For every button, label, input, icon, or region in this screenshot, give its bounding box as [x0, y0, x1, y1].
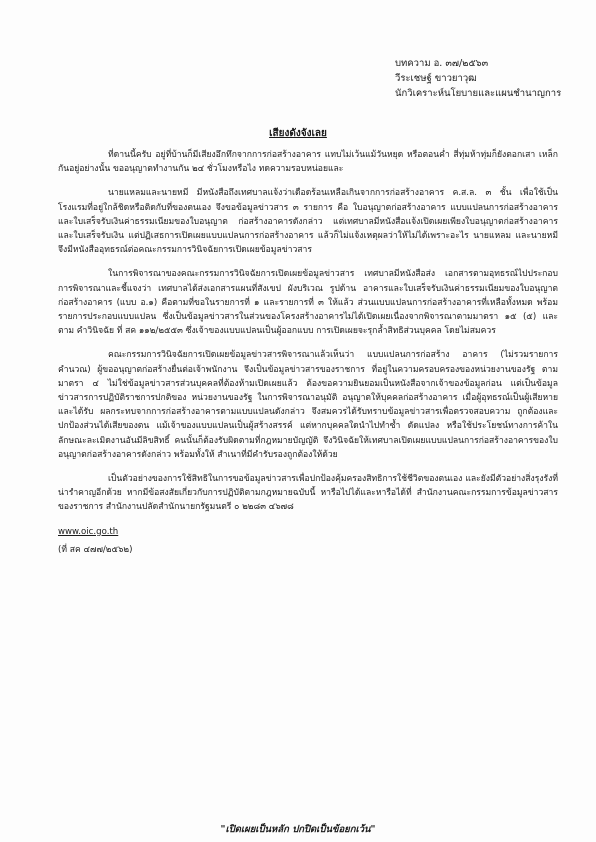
paragraph-2: นายแหลมและนายหมี มีหนังสือถึงเทศบาลแจ้งว่าเดือดร้อนเหลือเกินจากการก่อสร้างอาคาร ค.ส.ล. ๓ ชั้น เพื่อใช้เป็นโรงแรมที่อยู่ใกล้ชิดหรือติดกับที่ของตนเอง จึงขอข้อมูลข่าวสาร ๓ รายการ คือ ใบอนุญาตก่อสร้างอาคาร แบบแปลนการก่อสร้างอาคารและใบเสร็จรับเงินค่าธรรมเนียมของใบอนุญาต ก่อสร้างอาคารดังกล่าว แต่เทศบาลมีหนังสือแจ้งเปิดเผยเพียงใบอนุญาตก่อสร้างอาคาร และใบเสร็จรับเงิน แต่ปฏิเสธการเปิดเผยแบบแปลนการก่อสร้างอาคาร แล้วก็ไม่แจ้งเหตุผลว่าให้ไม่ได้เพราะอะไร นายแหลม และนายหมีจึงมีหนังสืออุทธรณ์ต่อคณะกรรมการวินิจฉัยการเปิดเผยข้อมูลข่าวสาร — [58, 188, 558, 256]
paragraph-3: ในการพิจารณาของคณะกรรมการวินิจฉัยการเปิดเผยข้อมูลข่าวสาร เทศบาลมีหนังสือส่ง เอกสารตามอุทธรณ์ไปประกอบการพิจารณาและชี้แจงว่า เทศบาลได้ส่งเอกสารแผนที่สังเขป ผังบริเวณ รูปด้าน อาคารและใบเสร็จรับเงินค่าธรรมเนียมของใบอนุญาตก่อสร้างอาคาร (แบบ อ.๑) คือตามที่ขอในรายการที่ ๑ และรายการที่ ๓ ให้แล้ว ส่วนแบบแปลนการก่อสร้างอาคารที่เหลือทั้งหมด พร้อมรายการประกอบแบบแปลน ซึ่งเป็นข้อมูลข่าวสารในส่วนของโครงสร้างอาคารไม่ได้เปิดเผยเนื่องจากพิจารณาตามมาตรา ๑๕ (๕) และตาม คำวินิจฉัย ที่ สค ๑๑๒/๒๕๕๓ ซึ่งเจ้าของแบบแปลนเป็นผู้ออกแบบ การเปิดเผยจะรุกล้ำสิทธิส่วนบุคคล โดยไม่สมควร — [58, 269, 558, 337]
author-position: นักวิเคราะห์นโยบายและแผนชำนาญการ — [395, 88, 562, 99]
paragraph-4: คณะกรรมการวินิจฉัยการเปิดเผยข้อมูลข่าวสารพิจารณาแล้วเห็นว่า แบบแปลนการก่อสร้าง อาคาร (ไม่รวมรายการคำนวณ) ผู้ขออนุญาตก่อสร้างยื่นต่อเจ้าพนักงาน จึงเป็นข้อมูลข่าวสารของราชการ ที่อยู่ในความครอบครองของหน่วยงานของรัฐ ตามมาตรา ๔ ไม่ใช่ข้อมูลข่าวสารส่วนบุคคลที่ต้องห้ามเปิดเผยแล้ว ต้องขอความยินยอมเป็นหนังสือจากเจ้าของข้อมูลก่อน แต่เป็นข้อมูลข่าวสารการปฏิบัติราชการปกติของ หน่วยงานของรัฐ ในการพิจารณาอนุมัติ อนุญาตให้บุคคลก่อสร้างอาคาร เมื่อผู้อุทธรณ์เป็นผู้เสียหายและได้รับ ผลกระทบจากการก่อสร้างอาคารตามแบบแปลนดังกล่าว จึงสมควรได้รับทราบข้อมูลข่าวสารเพื่อตรวจสอบความ ถูกต้องและปกป้องส่วนได้เสียของตน แม้เจ้าของแบบแปลนเป็นผู้สร้างสรรค์ แต่หากบุคคลใดนำไปทำซ้ำ ดัดแปลง หรือใช้ประโยชน์ทางการค้าในลักษณะละเมิดงานอันมีลิขสิทธิ์ คนนั้นก็ต้องรับผิดตามที่กฎหมายบัญญัติ จึงวินิจฉัยให้เทศบาลเปิดเผยแบบแปลนการก่อสร้างอาคารของใบอนุญาตก่อสร้างอาคารดังกล่าว พร้อมทั้งให้ สำเนาที่มีคำรับรองถูกต้องให้ด้วย — [58, 350, 558, 460]
motto: "เปิดเผยเป็นหลัก ปกปิดเป็นข้อยกเว้น" — [220, 824, 376, 835]
website-link[interactable]: www.oic.go.th — [58, 526, 119, 537]
paragraph-5: เป็นตัวอย่างของการใช้สิทธิในการขอข้อมูลข่าวสารเพื่อปกป้องคุ้มครองสิทธิการใช้ชีวิตของตนเอง และยังมีตัวอย่างสิ่งรุงรังที่น่ารำคาญอีกด้วย หากมีข้อสงสัยเกี่ยวกับการปฏิบัติตามกฎหมายฉบับนี้ หารือไปได้และหารือได้ที่ สำนักงานคณะกรรมการข้อมูลข่าวสารของราชการ สำนักงานปลัดสำนักนายกรัฐมนตรี ๐ ๒๒๘๓ ๔๖๗๘ — [58, 474, 558, 513]
article-header — [395, 56, 585, 101]
case-reference: (ที่ สค ๔๗๗/๒๕๖๒) — [58, 544, 133, 555]
document-title: เสียงดังจังเลย — [269, 128, 327, 139]
author-name: วีระเชษฐ์ ขาวยาวุฒ — [395, 73, 477, 84]
document-body — [58, 148, 558, 557]
paragraph-1: ที่ดานนี้ครับ อยู่ที่บ้านก็มีเสียงอึกทึกจากการก่อสร้างอาคาร แทบไม่เว้นแม้วันหยุด หรือตอนค่ำ สี่ทุ่มห้าทุ่มก็ยังตอกเสา เหล็กกันอยู่อย่างนั้น ขออนุญาตทำงานกัน ๒๔ ชั่วโมงหรือไง ทดความรอบหน่อยและ — [58, 150, 558, 175]
article-number: บทความ อ. ๓๗/๒๕๖๓ — [395, 58, 489, 69]
